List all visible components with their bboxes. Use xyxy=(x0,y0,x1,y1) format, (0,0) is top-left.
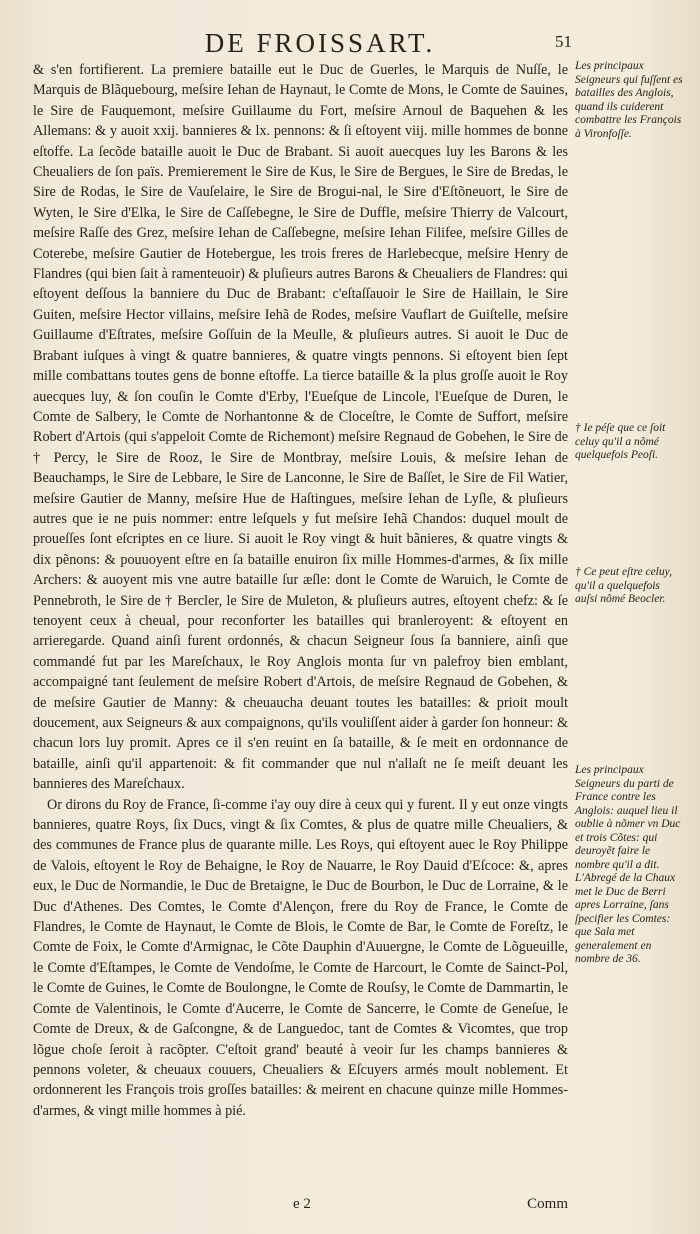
margin-note-bercler: † Ce peut eſtre celuy, qu'il a quelquefois auſsi nõmé Beocler. xyxy=(575,566,672,605)
margin-note-english-lords: Les principaux Seigneurs qui fuſſent es batailles des Anglois, quand ils cuiderent combattre les François à Vironfoſſe. xyxy=(575,60,683,140)
page-number: 51 xyxy=(555,32,572,51)
paragraph-french-army: Or dirons du Roy de France, ſi-comme i'ay ouy dire à ceux qui y furent. Il y eut onze vingts bannieres, quatre Roys, ſix Ducs, vingt & ſix Comtes, & plus de quatre mille Cheualiers, & des communes de France plus de quarante mille. Les Roys, qui eſtoyent auec le Roy Philippe de Valois, eſtoyent le Roy de Behaigne, le Roy de Nauarre, le Roy Dauid d'Eſcoce: &, apres eux, le Duc de Normandie, le Duc de Bretaigne, le Duc de Bourbon, le Duc de Lorraine, & le Duc d'Athenes. Des Comtes, le Comte d'Alençon, frere du Roy de France, le Comte de Flandres, le Comte de Haynaut, le Comte de Blois, le Comte de Bar, le Comte de Foreſtz, le Comte de Foix, le Comte d'Armignac, le Cõte Dauphin d'Auuergne, le Comte de Lõgueuille, le Comte d'Eſtampes, le Comte de Vendoſme, le Comte de Harcourt, le Comte de Sainct-Pol, le Comte de Guines, le Comte de Boulongne, le Comte de Rouſsy, le Comte de Dammartin, le Comte de Valentinois, le Comte d'Aucerre, le Comte de Sancerre, le Comte de Geneſue, le Comte de Dreux, & de Gaſcongne, & de Languedoc, tant de Comtes & Vicomtes, que trop lõgue choſe ſeroit à racõpter. C'eſtoit grand' beauté à veoir ſur les champs bannieres & pennons voleter, & cheuaux couuers, Cheualiers & Eſcuyers armés moult noblement. Et ordonnerent les François trois groſſes batailles: & meirent en chacune quinze mille Hommes-d'armes, & vingt mille hommes à pié. xyxy=(33,796,568,1119)
paragraph-english-battles: & s'en fortifierent. La premiere bataille eut le Duc de Guerles, le Marquis de Nuſſe, le Marquis de Blãquebourg, meſsire Iehan de Haynaut, le Comte de Mons, le Comte de Sauines, le Sire de Fauquemont, meſsire Guillaume du Fort, meſsire Arnoul de Baquehen & les Allemans: & y auoit xxij. bannieres & lx. pennons: & ſi eſtoyent viij. mille hommes de bonne eſtoffe. La ſecõde bataille auoit le Duc de Brabant. Si auoit auecques luy les Barons & les Cheualiers de ſon païs. Premierement le Sire de Kus, le Sire de Bergues, le Sire de Bredas, le Sire de Rodas, le Sire de Vauſelaire, le Sire de Brogui-nal, le Sire d'Eſtõneuort, le Sire de Wyten, le Sire d'Elka, le Sire de Caſſebegne, le Sire de Duffle, meſsire Thierry de Valcourt, meſsire Raſſe des Grez, meſsire Iehan de Caſſebegne, meſsire Iehan Filifee, meſsire Gilles de Coterebe, meſsire Gautier de Hotebergue, les trois freres de Harlebecque, meſsire Henry de Flandres (qui bien ſait à ramenteuoir) & pluſieurs autres Barons & Cheualiers de Flandres: qui eſtoyent deſſous la banniere du Duc de Brabant: c'eſtaſſauoir le Sire de Haillain, le Sire Guiten, meſsire Hector villains, meſsire Iehã de Rodes, meſsire Vauflart de Guiſtelle, meſsire Guillaume d'Eſtrates, meſsire Goſſuin de la Meulle, & pluſieurs autres. Si auoit le Duc de Brabant iuſques à vingt & quatre bannieres, & quatre vingts pennons. Si eſtoyent bien ſept mille combattans toutes gens de bonne eſtoffe. La tierce bataille & la plus groſſe auoit le Roy auecques luy, & ſon couſin le Comte d'Erby, l'Eueſque de Lincole, l'Eueſque de Duren, le Comte de Salbery, le Comte de Norhantonne & de Cloceſtre, le Comte de Suffort, meſsire Robert d'Artois (qui s'appeloit Comte de Richemont) meſsire Regnaud de Gobehen, le Sire de † Percy, le Sire de Rooz, le Sire de Montbray, meſsire Louis, & meſsire Iehan de Beauchamps, le Sire de Lebbare, le Sire de Lanconne, le Sire de Baſſet, le Sire de Fil Watier, meſsire Gautier de Manny, meſsire Hue de Haſtingues, meſsire Iehan de Lyſle, & pluſieurs autres que ie ne puis nommer: entre leſquels y fut meſsire Iehã Chandos: duquel moult de proueſſes ſont eſcriptes en ce liure. Si auoit le Roy vingt & huit bãnieres, & quatre vingts & dix pẽnons: & pouuoyent eſtre en ſa bataille enuiron ſix mille Hommes-d'armes, & ſix mille Archers: & auoyent mis vne autre bataille ſur æſle: dont le Comte de Waruich, le Comte de Pennebroth, le Sire de † Bercler, le Sire de Muleton, & pluſieurs autres, eſtoyent chefz: & ſe tenoyent ceux à cheual, pour reconforter les batailles qui branleroyent: & eſtoyent en arrieregarde. Quand ainſi furent ordonnés, & chacun Seigneur ſous ſa banniere, ainſi que commandé fut par les Mareſchaux, le Roy Anglois monta ſur vn palefroy bien emblant, accompaigné tant ſeulement de meſsire Robert d'Artois, de meſsire Regnaud de Gobehen, & de meſsire Gautier de Manny: & cheuaucha deuant toutes les batailles: & prioit moult doucement, aux Seigneurs & aux compaignons, qu'ils vouliſſent aider à garder ſon honneur: & chacun lors luy promit. Apres ce il s'en reuint en ſa bataille, & ſe meit en ordonnance de bataille, ainſi qu'il appartenoit: & fit commander que nul n'allaſt ne ſe meiſt deuant les bannieres des Mareſchaux. xyxy=(33,62,568,793)
main-text-column xyxy=(33,60,568,1121)
page-footer xyxy=(33,1196,568,1218)
running-title: DE FROISSART. xyxy=(204,28,436,58)
catchword: Comm xyxy=(527,1196,568,1212)
margin-note-percy: † Ie péſe que ce ſoit celuy qu'il a nõmé quelquefois Peoſi. xyxy=(575,422,666,461)
margin-notes xyxy=(575,0,683,1234)
margin-note-french-lords: Les principaux Seigneurs du parti de France contre les Anglois: auquel lieu il oublie à nõmer vn Duc et trois Cõtes: qui deuroyẽt faire le nombre qu'il a dit. L'Abregé de la Chaux met le Duc de Berri apres Lorraine, ſans ſpecifier les Comtes: que Sala met generalement en nombre de 36. xyxy=(575,764,681,965)
signature-mark: e 2 xyxy=(293,1196,311,1212)
